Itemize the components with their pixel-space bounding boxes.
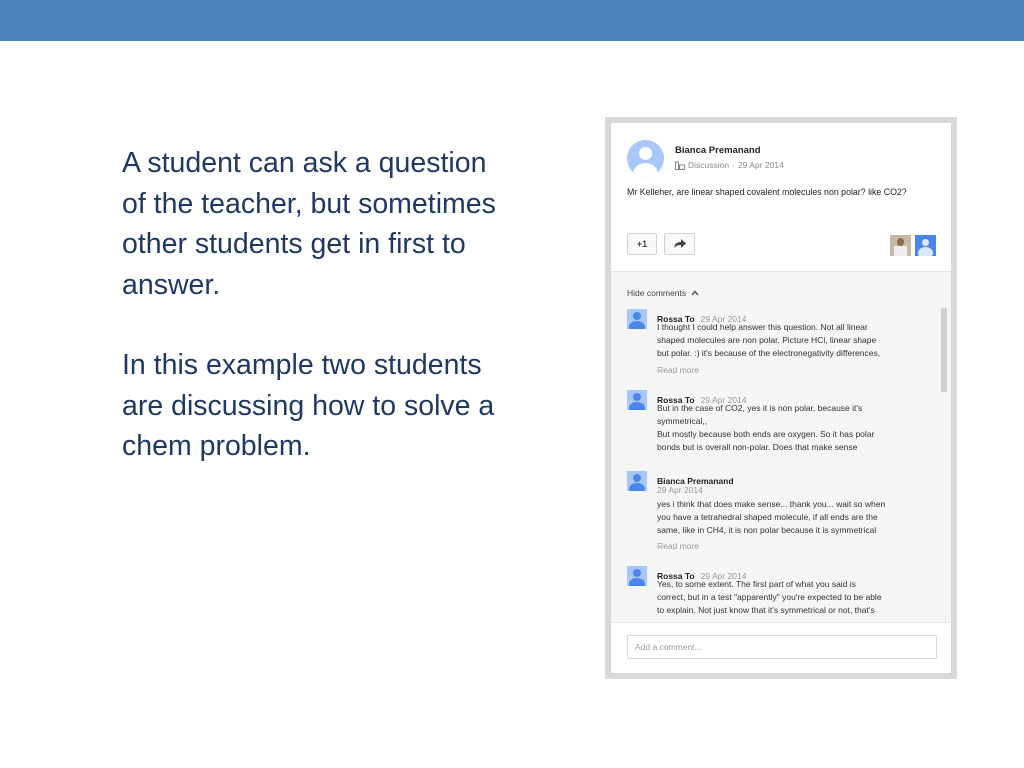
post-category[interactable]: Discussion	[688, 160, 730, 170]
comment-author[interactable]: Rossa To	[657, 395, 695, 405]
comment-body	[657, 402, 929, 454]
slide-paragraph-2: In this example two students are discussing how to solve a chem problem.	[122, 349, 495, 462]
comment-line: correct, but in a test "apparently" you're expected to be able	[657, 592, 882, 602]
post-header	[611, 123, 951, 272]
commenter-avatar[interactable]	[627, 309, 647, 329]
post-author[interactable]: Bianca Premanand	[675, 145, 761, 156]
plus-one-button[interactable]: +1	[627, 233, 657, 255]
comment-composer	[611, 622, 951, 674]
comment-date: 29 Apr 2014	[700, 571, 747, 581]
share-arrow-icon	[674, 239, 686, 250]
comment-line: but polar. :) it's because of the electronegativity differences,	[657, 348, 881, 358]
chevron-up-icon	[691, 288, 699, 298]
comment-body	[657, 321, 929, 360]
slide-paragraph-1: A student can ask a question of the teacher, but sometimes other students get in first to answer.	[122, 147, 496, 301]
comments-section	[611, 272, 951, 622]
comment-line: shaped molecules are non polar. Picture HCl, linear shape	[657, 335, 877, 345]
comment-line: I thought I could help answer this question. Not all linear	[657, 322, 868, 332]
share-button[interactable]	[664, 233, 695, 255]
meta-separator: ·	[732, 160, 735, 170]
comment-author[interactable]: Bianca Premanand	[657, 476, 734, 486]
read-more-link[interactable]: Read more	[657, 365, 700, 375]
commenter-avatar[interactable]	[627, 566, 647, 586]
comment-line: you have a tetrahedral shaped molecule, if all ends are the	[657, 512, 878, 522]
comment-line: same, like in CH4, it is non polar because it is symmetrical	[657, 525, 877, 535]
slide-header-band	[0, 0, 1024, 41]
comment-line: But mostly because both ends are oxygen. So it has polar	[657, 429, 875, 439]
comment-line: yes i think that does make sense... thank you... wait so when	[657, 499, 886, 509]
comment-line: Yes, to some extent. The first part of what you said is	[657, 579, 856, 589]
comment-line: to explain. Not just know that it's symmetrical or not, that's	[657, 605, 875, 615]
post-date: 29 Apr 2014	[737, 160, 784, 170]
read-more-link[interactable]: Read more	[657, 541, 700, 551]
comment-line: But in the case of CO2, yes it is non polar, because it's	[657, 403, 863, 413]
add-comment-input[interactable]	[627, 635, 937, 659]
participant-avatar[interactable]	[915, 235, 936, 256]
author-avatar[interactable]	[627, 140, 664, 177]
commenter-avatar[interactable]	[627, 471, 647, 491]
post-question: Mr Kelleher, are linear shaped covalent molecules non polar? like CO2?	[627, 187, 907, 197]
comment-date: 29 Apr 2014	[700, 395, 747, 405]
comment-line: bonds but is overall non-polar. Does that make sense	[657, 442, 858, 452]
hide-comments-label: Hide comments	[627, 288, 687, 298]
classroom-post-screenshot	[605, 117, 957, 679]
hide-comments-toggle[interactable]	[627, 288, 699, 298]
comments-scrollbar[interactable]	[941, 308, 947, 392]
post-meta	[675, 160, 784, 170]
comment-author[interactable]: Rossa To	[657, 314, 695, 324]
slide-text-body	[122, 143, 502, 467]
comment-body	[657, 498, 929, 537]
comment-line: symmetrical,,	[657, 416, 708, 426]
comment-author[interactable]: Rossa To	[657, 571, 695, 581]
comment-date: 29 Apr 2014	[700, 314, 747, 324]
comment-body	[657, 578, 929, 617]
commenter-avatar[interactable]	[627, 390, 647, 410]
participant-photo[interactable]	[890, 235, 911, 256]
discussion-icon	[675, 161, 685, 170]
comment-date: 29 Apr 2014	[657, 485, 703, 495]
post-card	[610, 122, 952, 674]
